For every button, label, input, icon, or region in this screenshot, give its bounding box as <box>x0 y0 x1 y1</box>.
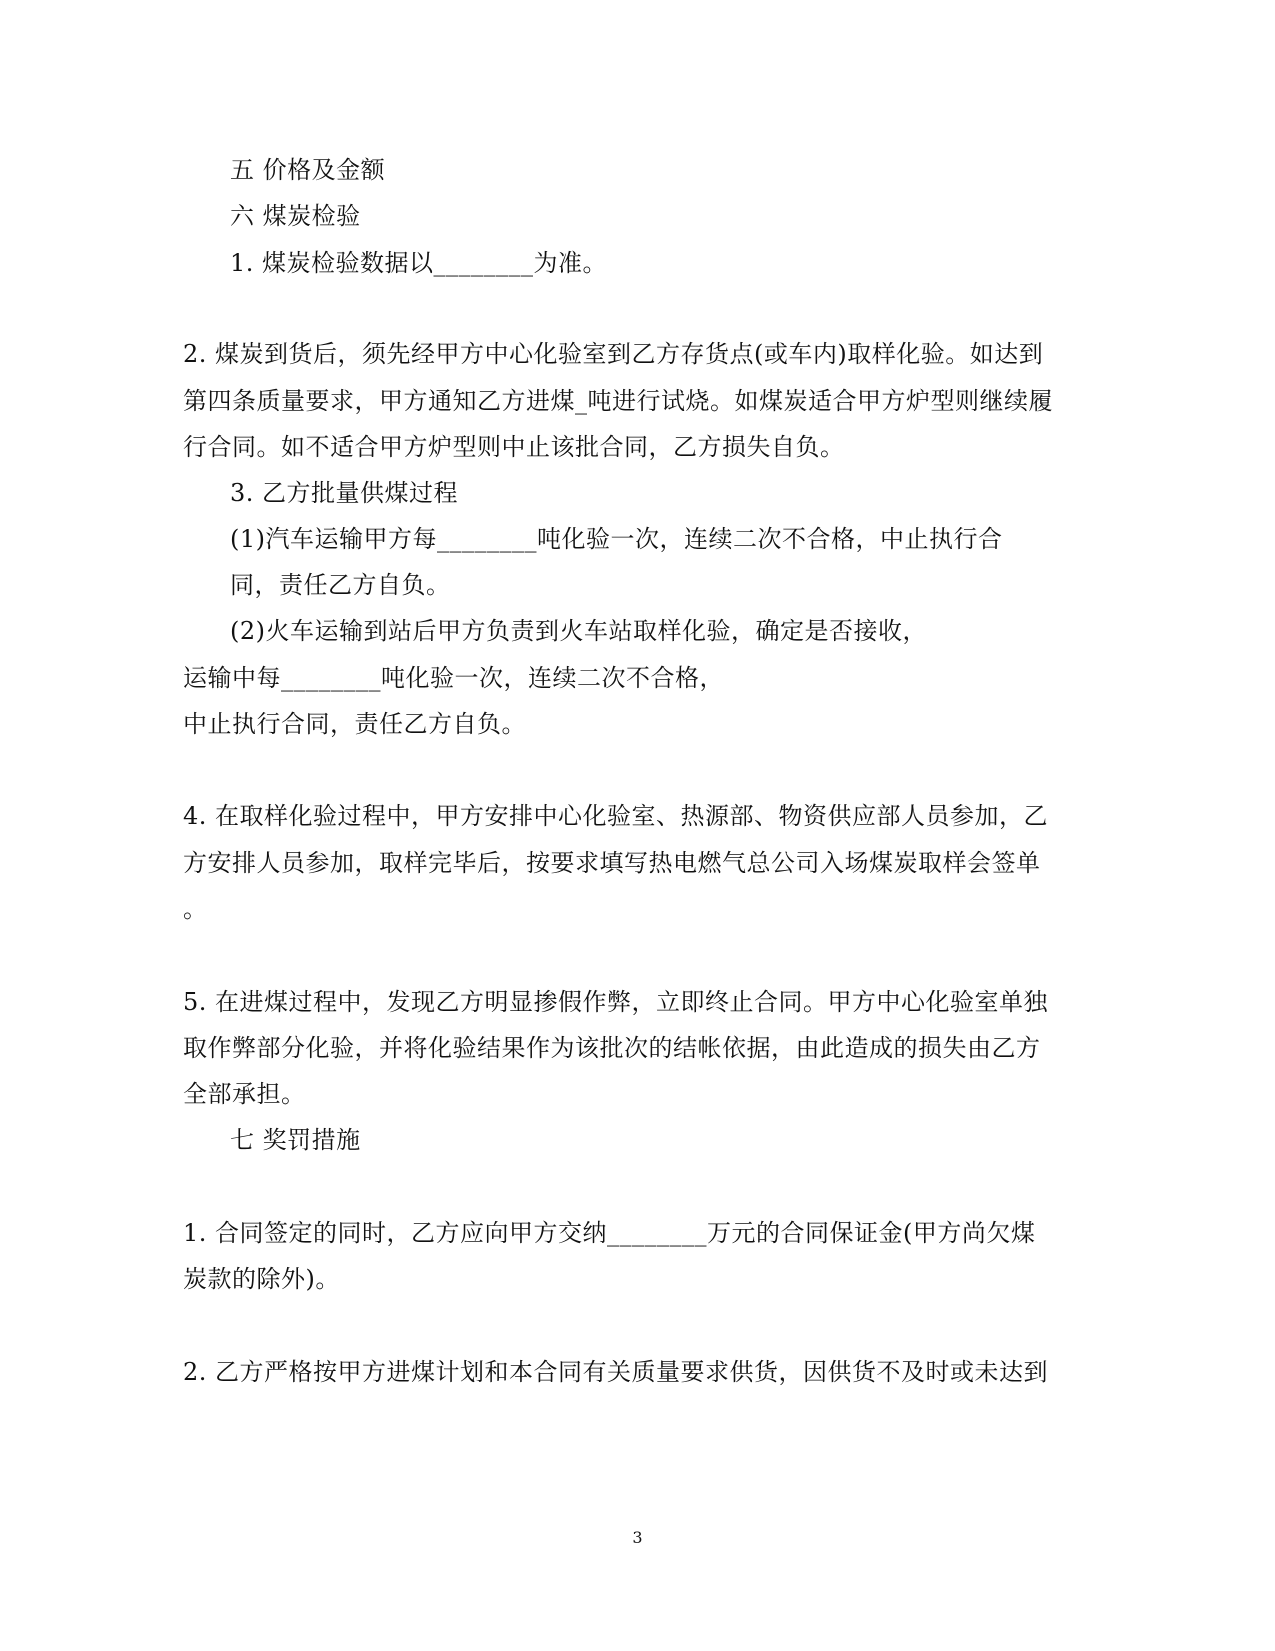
section-heading-rewards: 七 奖罚措施 <box>230 1126 361 1154</box>
clause-6-5-line3: 全部承担。 <box>183 1080 306 1108</box>
section-heading-inspection: 六 煤炭检验 <box>230 202 361 230</box>
clause-6-4-line2: 方安排人员参加，取样完毕后，按要求填写热电燃气总公司入场煤炭取样会签单 <box>183 849 1041 877</box>
clause-6-1: 1. 煤炭检验数据以________为准。 <box>230 249 608 277</box>
section-heading-price: 五 价格及金额 <box>230 156 386 184</box>
clause-6-5-line1: 5. 在进煤过程中，发现乙方明显掺假作弊，立即终止合同。甲方中心化验室单独 <box>183 988 1049 1016</box>
clause-6-3-1-line1: (1)汽车运输甲方每________吨化验一次，连续二次不合格，中止执行合 <box>230 525 1003 553</box>
page-number: 3 <box>632 1528 643 1547</box>
clause-6-2-line2: 第四条质量要求，甲方通知乙方进煤_吨进行试烧。如煤炭适合甲方炉型则继续履 <box>183 387 1053 415</box>
clause-6-2-line1: 2. 煤炭到货后，须先经甲方中心化验室到乙方存货点(或车内)取样化验。如达到 <box>183 340 1044 368</box>
clause-6-3-2-line2: 运输中每________吨化验一次，连续二次不合格， <box>183 664 724 692</box>
clause-6-5-line2: 取作弊部分化验，并将化验结果作为该批次的结帐依据，由此造成的损失由乙方 <box>183 1034 1041 1062</box>
clause-6-3-2-line1: (2)火车运输到站后甲方负责到火车站取样化验，确定是否接收， <box>230 617 927 645</box>
clause-6-4-line1: 4. 在取样化验过程中，甲方安排中心化验室、热源部、物资供应部人员参加，乙 <box>183 802 1049 830</box>
clause-6-3-2-line3: 中止执行合同，责任乙方自负。 <box>183 710 526 738</box>
clause-6-3: 3. 乙方批量供煤过程 <box>230 479 459 507</box>
clause-7-1-line1: 1. 合同签定的同时，乙方应向甲方交纳________万元的合同保证金(甲方尚欠煤 <box>183 1219 1036 1247</box>
clause-6-2-line3: 行合同。如不适合甲方炉型则中止该批合同，乙方损失自负。 <box>183 433 845 461</box>
clause-7-1-line2: 炭款的除外)。 <box>183 1265 340 1293</box>
clause-6-3-1-line2: 同，责任乙方自负。 <box>230 571 451 599</box>
clause-6-4-line3: 。 <box>183 895 208 923</box>
clause-7-2-line1: 2. 乙方严格按甲方进煤计划和本合同有关质量要求供货，因供货不及时或未达到 <box>183 1358 1049 1386</box>
